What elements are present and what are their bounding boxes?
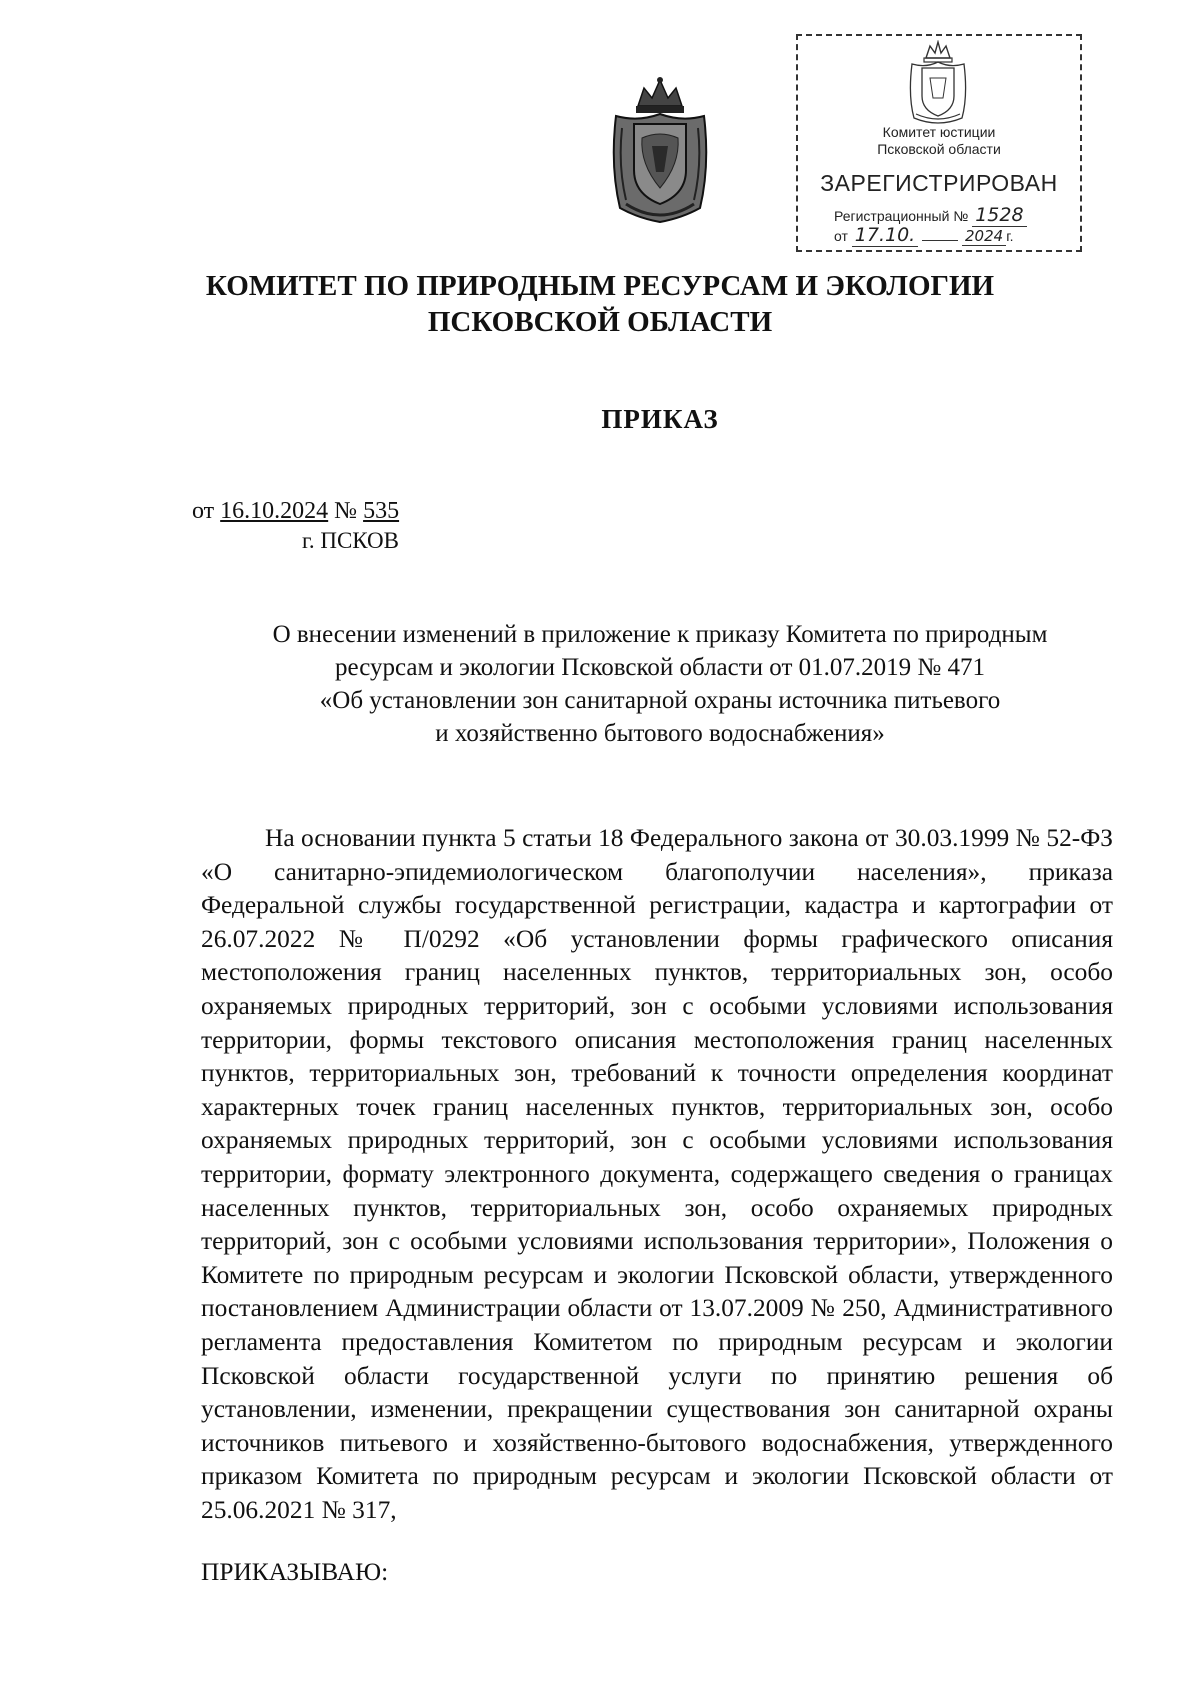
order-number-sign: № xyxy=(334,498,358,524)
subject-line-4: и хозяйственно бытового водоснабжения» xyxy=(435,720,885,747)
subject-line-1: О внесении изменений в приложение к приказу Комитета по природным xyxy=(272,621,1048,648)
org-title-line-1: КОМИТЕТ ПО ПРИРОДНЫМ РЕСУРСАМ И ЭКОЛОГИИ xyxy=(205,270,995,302)
stamp-reg-number: 1528 xyxy=(972,204,1026,227)
org-title-line-2: ПСКОВСКОЙ ОБЛАСТИ xyxy=(427,306,773,338)
stamp-org-line-1: Комитет юстиции xyxy=(882,124,996,140)
stamp-reg-label: Регистрационный № xyxy=(834,208,969,224)
stamp-year-suffix: г. xyxy=(1006,228,1014,244)
coat-of-arms-icon xyxy=(608,76,712,224)
document-type: ПРИКАЗ xyxy=(601,404,719,434)
registration-stamp xyxy=(796,34,1082,252)
order-date-prefix: от xyxy=(192,498,215,524)
order-date: 16.10.2024 xyxy=(220,498,329,524)
stamp-org-line-2: Псковской области xyxy=(877,141,1001,157)
stamp-registration-line xyxy=(834,204,1027,226)
stamp-emblem-icon xyxy=(906,40,970,126)
stamp-date-line xyxy=(834,224,1013,246)
body-paragraph: На основании пункта 5 статьи 18 Федерального закона от 30.03.1999 № 52-ФЗ «О санитарно-эпидемиологическом благополучии населения», приказа Федеральной службы государственной регистрации, кадастра и картографии от 26.07.2022 № П/0292 «Об установлении формы графического описания местоположения границ населенных пунктов, территориальных зон, особо охраняемых природных территорий, зон с особыми условиями использования территории, формы текстового описания местоположения границ населенных пунктов, территориальных зон, требований к точности определения координат характерных точек границ населенных пунктов, территориальных зон, особо охраняемых природных территорий, зон с особыми условиями использования территории, формату электронного документа, содержащего сведения о границах населенных пунктов, территориальных зон, особо охраняемых природных территорий, зон с особыми условиями использования территории», Положения о Комитете по природным ресурсам и экологии Псковской области, утвержденного постановлением Администрации области от 13.07.2009 № 250, Административного регламента предоставления Комитетом по природным ресурсам и экологии Псковской области государственной услуги по принятию решения об установлении, изменении, прекращении существования зон санитарной охраны источников питьевого и хозяйственно-бытового водоснабжения, утвержденного приказом Комитета по природным ресурсам и экологии Псковской области от 25.06.2021 № 317, xyxy=(201,824,1113,1524)
subject-line-2: ресурсам и экологии Псковской области от 01.07.2019 № 471 xyxy=(335,654,985,681)
stamp-date-year: 2024 xyxy=(962,227,1006,246)
subject-line-3: «Об установлении зон санитарной охраны источника питьевого xyxy=(319,687,1001,714)
stamp-date-blank xyxy=(922,240,958,241)
order-directive: ПРИКАЗЫВАЮ: xyxy=(201,1558,389,1586)
stamp-date-day-month: 17.10. xyxy=(852,224,918,247)
order-city: г. ПСКОВ xyxy=(302,528,400,553)
order-number: 535 xyxy=(363,498,400,524)
stamp-status: ЗАРЕГИСТРИРОВАН xyxy=(820,170,1058,196)
stamp-date-prefix: от xyxy=(834,228,848,244)
order-date-line xyxy=(192,498,399,525)
